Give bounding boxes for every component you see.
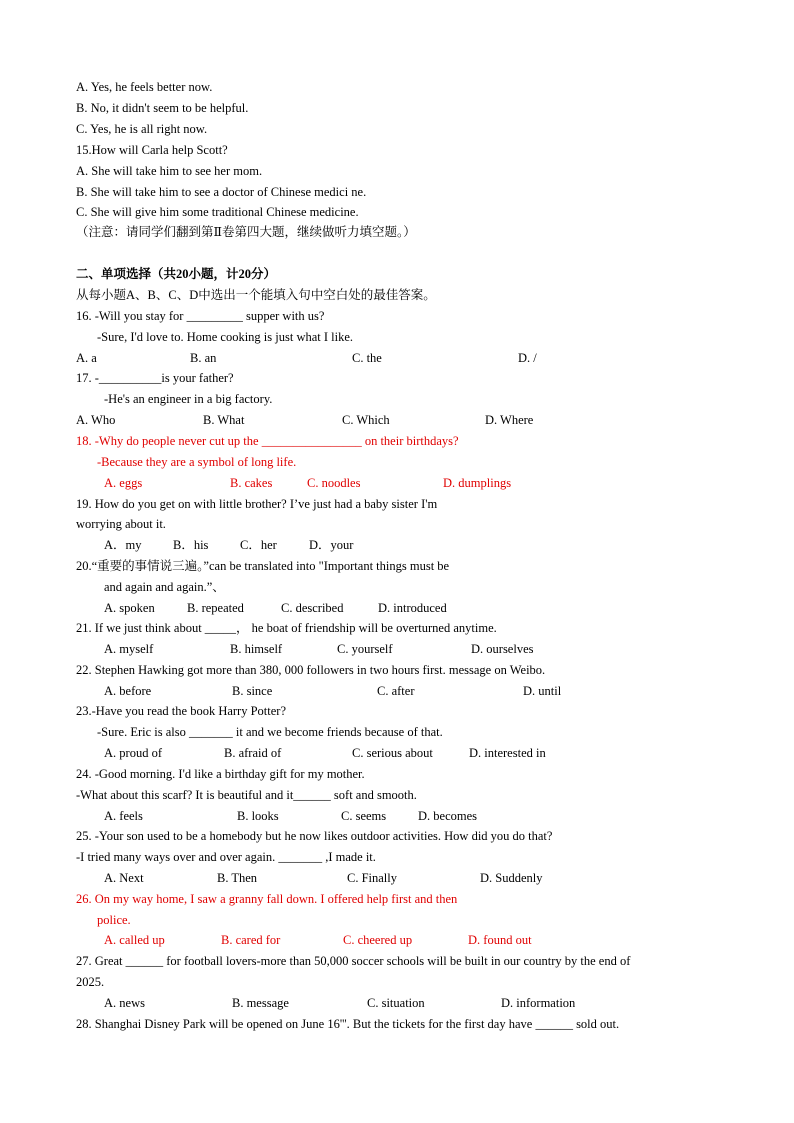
answer-option: D. Suddenly [480, 871, 543, 885]
answer-option: B. Then [217, 871, 258, 885]
answer-option: C. Which [342, 413, 390, 427]
text-line: 20.“重要的事情说三遍。”can be translated into "Important things must be [76, 559, 450, 573]
text-line: C. Yes, he is all right now. [76, 122, 208, 136]
answer-option: C. situation [367, 996, 425, 1010]
answer-option: A. news [104, 996, 145, 1010]
text-line: 26. On my way home, I saw a granny fall down. I offered help first and then [76, 892, 458, 906]
text-line: worrying about it. [76, 517, 166, 531]
answer-option: D. information [501, 996, 576, 1010]
answer-option: C. serious about [352, 746, 433, 760]
text-line: 21. If we just think about _____， he boat of friendship will be overturned anytime. [76, 621, 497, 635]
answer-option: D. dumplings [443, 476, 512, 490]
answer-option: D. / [518, 351, 537, 365]
answer-option: B. cared for [221, 933, 281, 947]
text-line: 2025. [76, 975, 105, 989]
answer-option: C. after [377, 684, 415, 698]
answer-option: D. becomes [418, 809, 478, 823]
answer-option: C. Finally [347, 871, 398, 885]
text-line: 22. Stephen Hawking got more than 380, 000 followers in two hours first. message on Weibo. [76, 663, 546, 677]
answer-option: C．her [240, 538, 277, 552]
answer-option: C. yourself [337, 642, 393, 656]
answer-option: A. a [76, 351, 97, 365]
answer-option: A. Who [76, 413, 116, 427]
text-line: 28. Shanghai Disney Park will be opened on June 16'''. But the tickets for the first day have ______ sold out. [76, 1017, 620, 1031]
text-line: -He's an engineer in a big factory. [104, 392, 273, 406]
text-line: A. Yes, he feels better now. [76, 80, 213, 94]
text-line: and again and again.”、 [104, 580, 225, 594]
answer-option: A. proud of [104, 746, 162, 760]
answer-option: A. feels [104, 809, 143, 823]
answer-option: C. noodles [307, 476, 361, 490]
text-line: -Because they are a symbol of long life. [97, 455, 297, 469]
text-line: 17. -__________is your father? [76, 371, 234, 385]
answer-option: B. himself [230, 642, 283, 656]
answer-option: B. looks [237, 809, 279, 823]
text-line: 15.How will Carla help Scott? [76, 143, 228, 157]
answer-option: A. spoken [104, 601, 155, 615]
answer-option: B．his [173, 538, 209, 552]
answer-option: B. repeated [187, 601, 244, 615]
text-line: B. She will take him to see a doctor of Chinese medici ne. [76, 185, 367, 199]
answer-option: D．your [309, 538, 354, 552]
answer-option: B. an [190, 351, 217, 365]
answer-option: C. seems [341, 809, 387, 823]
text-line: police. [97, 913, 131, 927]
answer-option: B. afraid of [224, 746, 282, 760]
answer-option: D. found out [468, 933, 532, 947]
text-line: 24. -Good morning. I'd like a birthday gift for my mother. [76, 767, 365, 781]
answer-option: A．my [104, 538, 142, 552]
text-line: 19. How do you get on with little brother? I’ve just had a baby sister I'm [76, 497, 438, 511]
text-line: 25. -Your son used to be a homebody but he now likes outdoor activities. How did you do that? [76, 829, 553, 843]
answer-option: B. since [232, 684, 273, 698]
answer-option: A. eggs [104, 476, 143, 490]
answer-option: B. message [232, 996, 289, 1010]
text-line: 16. -Will you stay for _________ supper with us? [76, 309, 325, 323]
text-line: -Sure. Eric is also _______ it and we become friends because of that. [97, 725, 443, 739]
text-line: （注意：请同学们翻到第Ⅱ卷第四大题，继续做听力填空题。） [76, 225, 416, 239]
text-line: 27. Great ______ for football lovers-more than 50,000 soccer schools will be built in our country by the end of [76, 954, 631, 968]
text-line: B. No, it didn't seem to be helpful. [76, 101, 249, 115]
text-line: 23.-Have you read the book Harry Potter? [76, 704, 286, 718]
text-line: -What about this scarf? It is beautiful and it______ soft and smooth. [76, 788, 417, 802]
text-line: -I tried many ways over and over again. _______ ,I made it. [76, 850, 376, 864]
text-line: A. She will take him to see her mom. [76, 164, 263, 178]
answer-option: D. Where [485, 413, 534, 427]
answer-option: A. called up [104, 933, 165, 947]
answer-option: D. ourselves [471, 642, 534, 656]
answer-option: A. Next [104, 871, 144, 885]
text-line: -Sure, I'd love to. Home cooking is just what I like. [97, 330, 354, 344]
answer-option: C. cheered up [343, 933, 413, 947]
answer-option: B. cakes [230, 476, 273, 490]
answer-option: C. described [281, 601, 344, 615]
answer-option: D. until [523, 684, 562, 698]
answer-option: C. the [352, 351, 382, 365]
text-line: C. She will give him some traditional Chinese medicine. [76, 205, 359, 219]
text-line: 二、单项选择（共20小题，计20分） [76, 267, 277, 281]
text-line: 从每小题A、B、C、D中选出一个能填入句中空白处的最佳答案。 [76, 288, 436, 302]
answer-option: A. before [104, 684, 152, 698]
text-line: 18. -Why do people never cut up the ________________ on their birthdays? [76, 434, 459, 448]
answer-option: D. interested in [469, 746, 546, 760]
answer-option: A. myself [104, 642, 154, 656]
answer-option: D. introduced [378, 601, 447, 615]
answer-option: B. What [203, 413, 245, 427]
